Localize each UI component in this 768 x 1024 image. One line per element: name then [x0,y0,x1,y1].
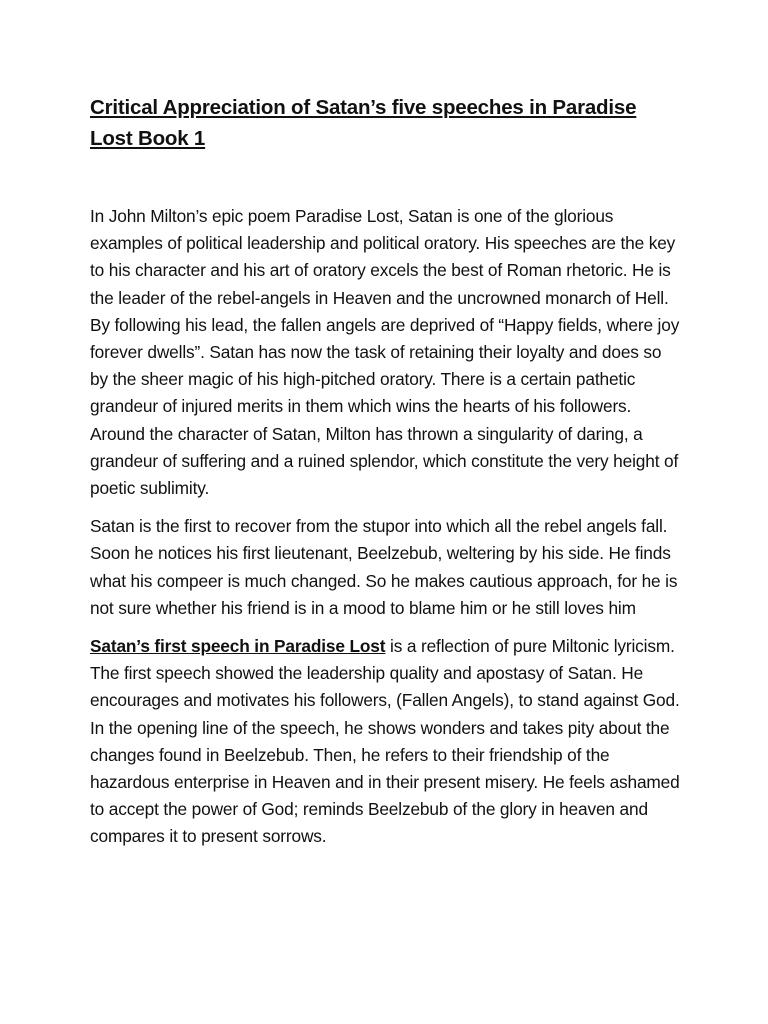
paragraph-text: Satan is the first to recover from the stupor into which all the rebel angels fall. Soon he notices his first lieutenant, Beelzebub, weltering by his side. He finds what his compeer is much changed. So he makes cautious approach, for he is not sure whether his friend is in a mood to blame him or he still loves him [90,516,678,618]
paragraph-first-speech [90,633,682,851]
document-page [90,92,682,862]
paragraph-text: In John Milton’s epic poem Paradise Lost, Satan is one of the glorious examples of political leadership and political oratory. His speeches are the key to his character and his art of oratory excels the best of Roman rhetoric. He is the leader of the rebel-angels in Heaven and the uncrowned monarch of Hell. By following his lead, the fallen angels are deprived of “Happy fields, where joy forever dwells”. Satan has now the task of retaining their loyalty and does so by the sheer magic of his high-pitched oratory. There is a certain pathetic grandeur of injured merits in them which wins the hearts of his followers. Around the character of Satan, Milton has thrown a singularity of daring, a grandeur of suffering and a ruined splendor, which constitute the very height of poetic sublimity. [90,206,680,499]
section-lead-in: Satan’s first speech in Paradise Lost [90,636,386,657]
paragraph-text: is a reflection of pure Miltonic lyricism. The first speech showed the leadership quality and apostasy of Satan. He encourages and motivates his followers, (Fallen Angels), to stand against God. In the opening line of the speech, he shows wonders and takes pity about the changes found in Beelzebub. Then, he refers to their friendship of the hazardous enterprise in Heaven and in their present misery. He feels ashamed to accept the power of God; reminds Beelzebub of the glory in heaven and compares it to present sorrows. [90,636,680,847]
paragraph-introduction [90,203,682,502]
document-title: Critical Appreciation of Satan’s five speeches in Paradise Lost Book 1 [90,96,637,150]
paragraph-satan-recovers [90,513,682,622]
